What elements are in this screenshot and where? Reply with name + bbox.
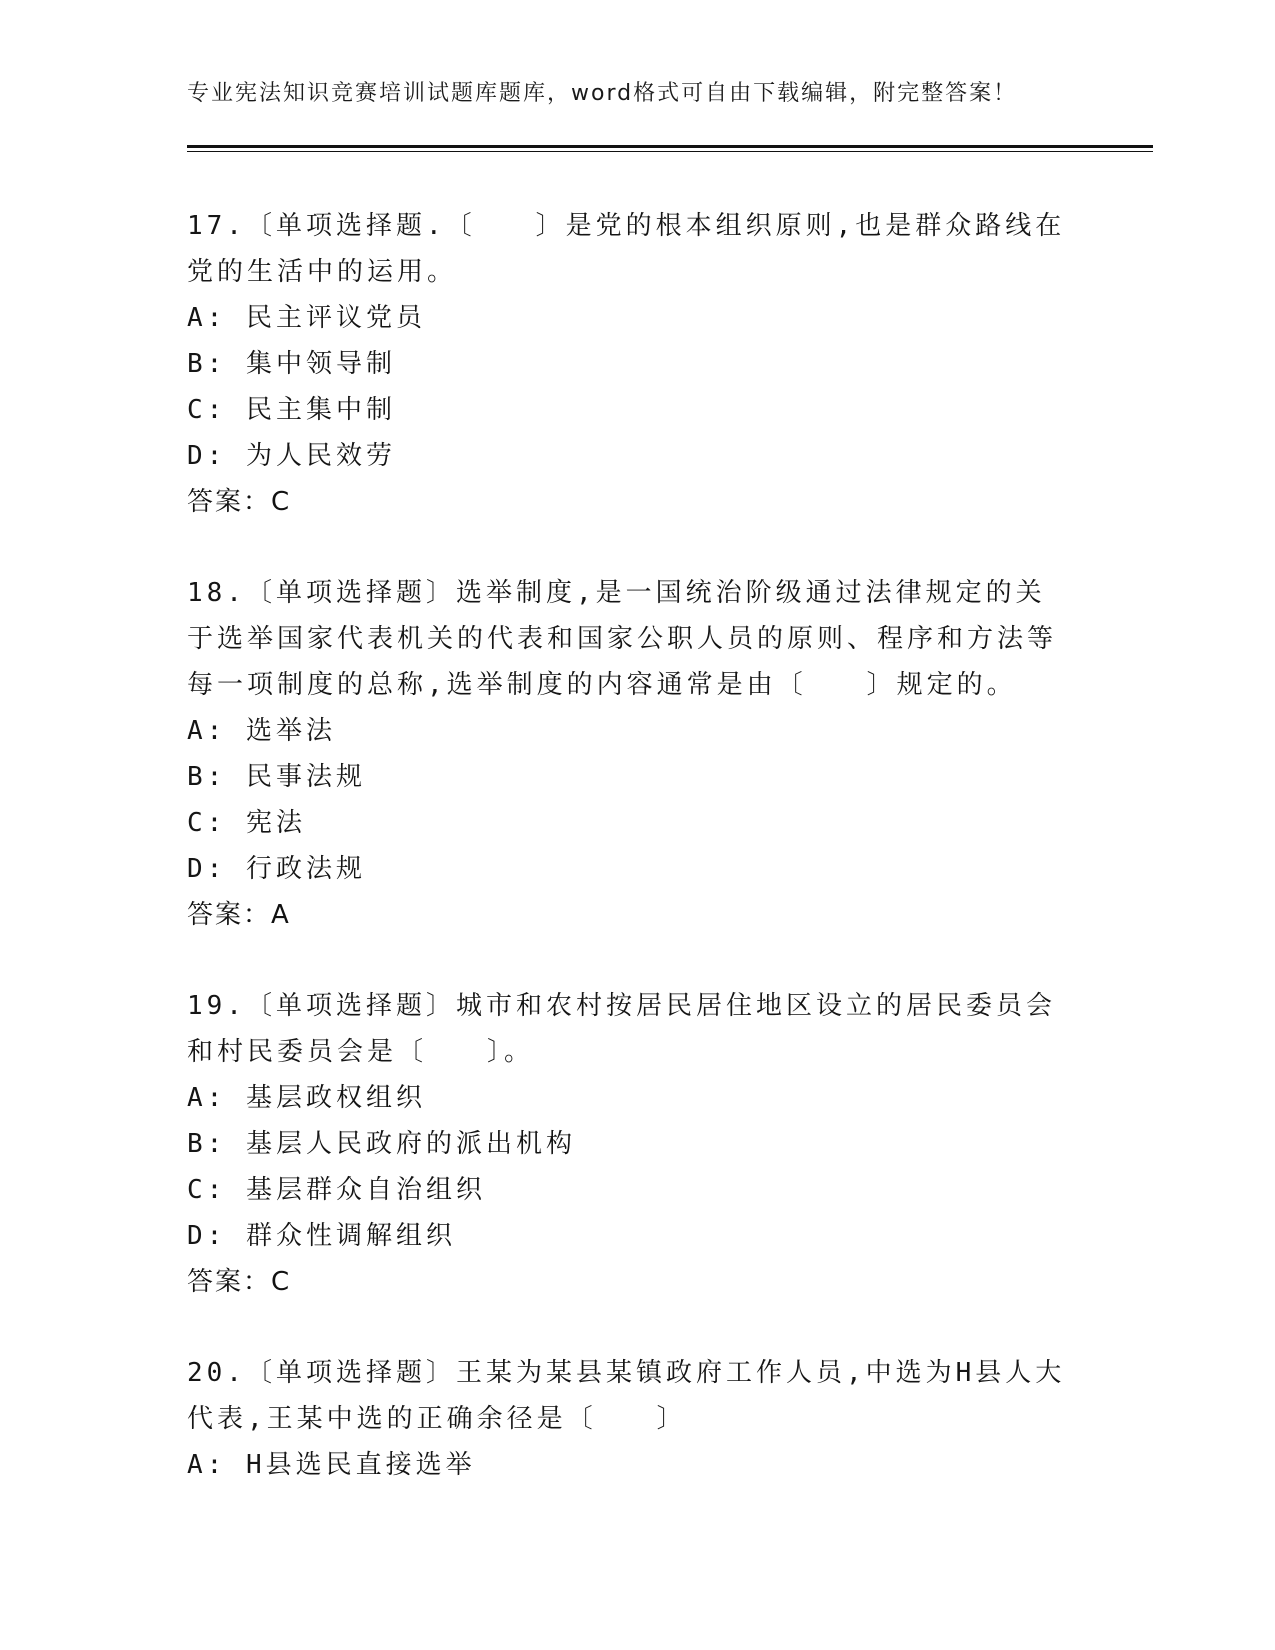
question-stem: 18.〔单项选择题〕选举制度,是一国统治阶级通过法律规定的关于选举国家代表机关的代表和国家公职人员的原则、程序和方法等每一项制度的总称,选举制度的内容通常是由〔 〕规定的。 bbox=[187, 578, 1058, 700]
option-d: D: 群众性调解组织 bbox=[187, 1221, 456, 1251]
header-rule-thick bbox=[187, 145, 1153, 148]
option-b: B: 基层人民政府的派出机构 bbox=[187, 1129, 576, 1159]
question-stem: 19.〔单项选择题〕城市和农村按居民居住地区设立的居民委员会和村民委员会是〔 〕。 bbox=[187, 991, 1056, 1067]
answer: 答案：A bbox=[187, 900, 291, 930]
spacer bbox=[187, 1305, 1067, 1350]
question-20 bbox=[187, 1350, 1067, 1488]
question-stem: 20.〔单项选择题〕王某为某县某镇政府工作人员,中选为H县人大代表,王某中选的正确余径是〔 〕 bbox=[187, 1358, 1066, 1434]
option-a: A: H县选民直接选举 bbox=[187, 1450, 476, 1480]
question-18 bbox=[187, 570, 1067, 938]
answer: 答案：C bbox=[187, 487, 292, 517]
option-c: C: 基层群众自治组织 bbox=[187, 1175, 486, 1205]
option-a: A: 民主评议党员 bbox=[187, 303, 426, 333]
question-17 bbox=[187, 203, 1067, 525]
spacer bbox=[187, 938, 1067, 983]
question-19 bbox=[187, 983, 1067, 1305]
question-list bbox=[187, 203, 1067, 1488]
option-c: C: 宪法 bbox=[187, 808, 306, 838]
option-a: A: 基层政权组织 bbox=[187, 1083, 426, 1113]
option-a: A: 选举法 bbox=[187, 716, 336, 746]
question-stem: 17.〔单项选择题.〔 〕是党的根本组织原则,也是群众路线在党的生活中的运用。 bbox=[187, 211, 1066, 287]
option-c: C: 民主集中制 bbox=[187, 395, 396, 425]
option-b: B: 集中领导制 bbox=[187, 349, 396, 379]
page-header: 专业宪法知识竞赛培训试题库题库，word格式可自由下载编辑，附完整答案！ bbox=[187, 81, 1018, 106]
spacer bbox=[187, 525, 1067, 570]
header-rule-thin bbox=[187, 151, 1153, 152]
option-d: D: 为人民效劳 bbox=[187, 441, 396, 471]
answer: 答案：C bbox=[187, 1267, 292, 1297]
option-d: D: 行政法规 bbox=[187, 854, 366, 884]
option-b: B: 民事法规 bbox=[187, 762, 366, 792]
